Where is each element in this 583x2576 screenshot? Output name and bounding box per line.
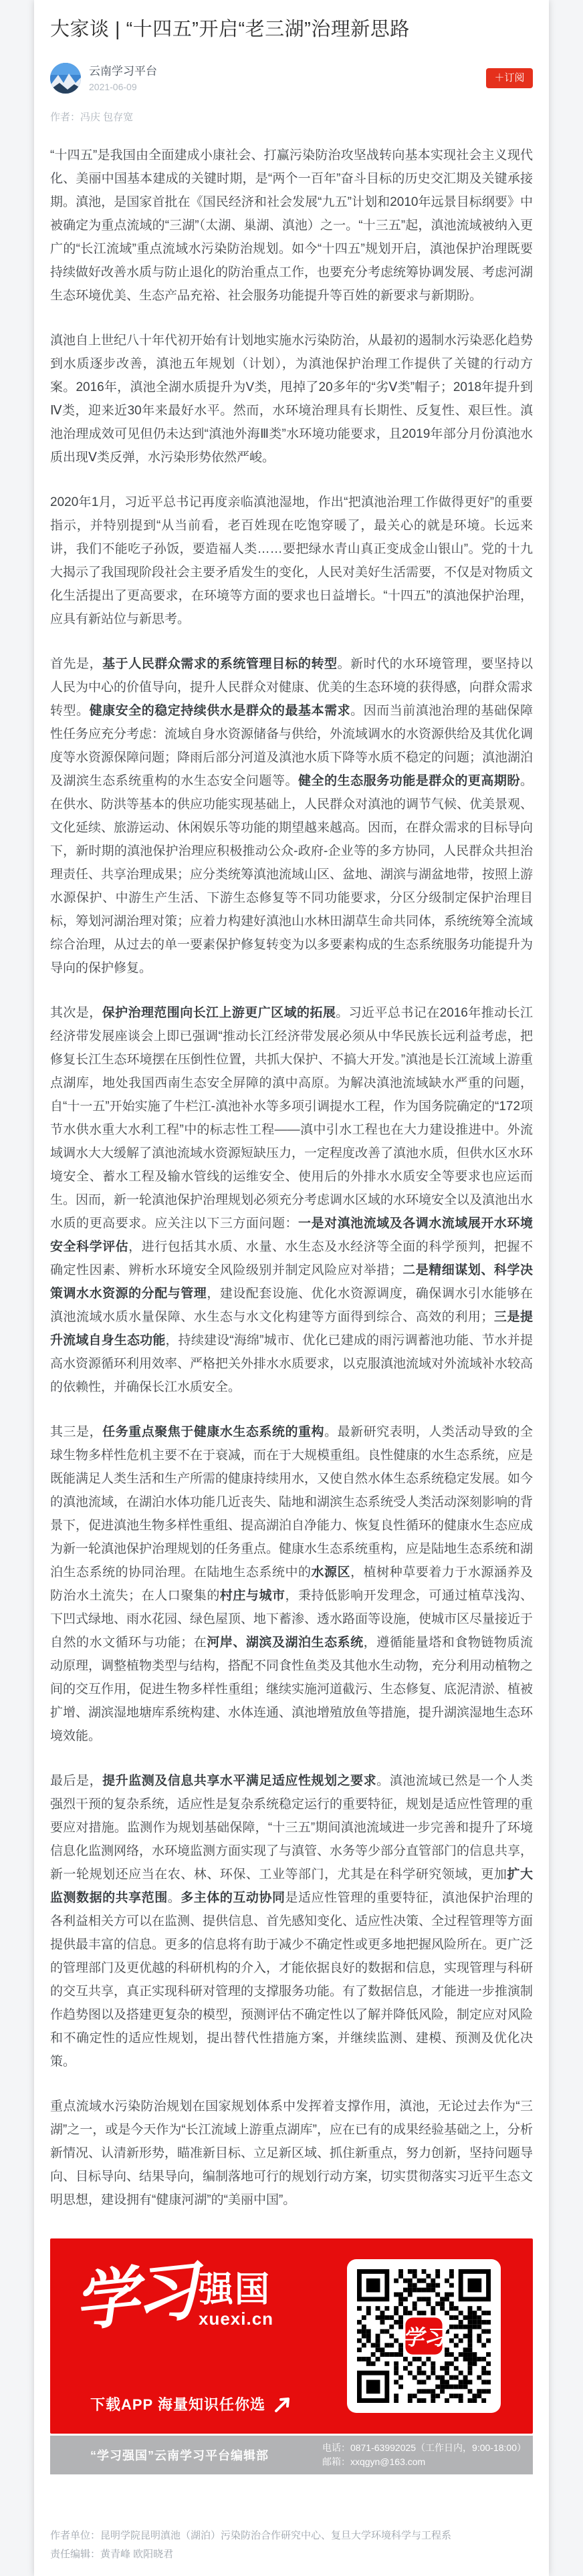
qr-code — [357, 2269, 491, 2403]
article-paragraph: 重点流域水污染防治规划在国家规划体系中发挥着支撑作用，滇池，无论过去作为“三湖”之一，或是今天作为“长江流域上游重点湖库”，应在已有的成果经验基础之上，分析新情况、认清新形势，瞄准新目标、立足新区域、抓住新重点，努力创新，坚持问题导向、目标导向、结果导向，编制落地可行的规划行动方案，切实贯彻落实习近平生态文明思想，建设拥有“健康河湖”的“美丽中国”。 — [50, 2099, 534, 2207]
publisher-meta — [89, 64, 157, 94]
article-paragraph: “十四五”是我国由全面建成小康社会、打赢污染防治攻坚战转向基本实现社会主义现代化、美丽中国基本建成的关键时期，是“两个一百年”奋斗目标的历史交汇期及关键承接期。滇池，是国家首批在《国民经济和社会发展“九五”计划和2010年远景目标纲要》中被确定为重点流域的“三湖”（太湖、巢湖、滇池）之一。“十三五”起，滇池流域被纳入更广的“长江流域”重点流域水污染防治规划。如今“十四五”规划开启，滇池保护治理既要持续做好改善水质与防止退化的防治重点工作，也要充分考虑统筹协调发展、考虑河湖生态环境优美、生态产品充裕、社会服务功能提升等百姓的新要求与新期盼。 — [50, 148, 534, 303]
xuexi-script-logo: 学习 — [70, 2255, 199, 2339]
article-paragraph: 首先是，基于人民群众需求的系统管理目标的转型。新时代的水环境管理，要坚持以人民为中心的价值导向，提升人民群众对健康、优美的生态环境的获得感，向群众需求转型。健康安全的稳定持续供水是群众的最基本需求。因而当前滇池治理的基础保障性任务应充分考虑：流域自身水资源储备与供给，外流域调水的水资源供给及其优化调度等水资源保障问题；降雨后部分河道及滇池水质下降等水质不稳定的问题；滇池湖泊及湖滨生态系统重构的水生态安全问题等。健全的生态服务功能是群众的更高期盼。在供水、防洪等基本的供应功能实现基础上，人民群众对滇池的调节气候、优美景观、文化延续、旅游运动、休闲娱乐等功能的期望越来越高。因而，在群众需求的目标导向下，新时期的滇池保护治理应积极推动公众-政府-企业等的多方协同，人民群众共担治理责任、共享治理成果；应分类统筹滇池流域山区、盆地、湖滨与湖盆地带，按照上游水源保护、中游生产生活、下游生态修复等不同功能要求，分区分级制定保护治理目标，筹划河湖治理对策；应着力构建好滇池山水林田湖草生命共同体，系统统筹全流域综合治理，从过去的单一要素保护修复转变为以多要素构成的生态系统服务功能提升为导向的保护修复。 — [50, 657, 534, 975]
publisher-avatar[interactable] — [50, 63, 81, 94]
mountain-avatar-image — [50, 63, 81, 94]
responsible-editors: 责任编辑：黄青峰 欧阳晓君 — [50, 2549, 174, 2560]
publisher-name[interactable]: 云南学习平台 — [89, 65, 157, 78]
author-affiliation: 作者单位：昆明学院昆明滇池（湖泊）污染防治合作研究中心、复旦大学环境科学与工程系 — [50, 2530, 452, 2541]
svg-text:学习: 学习 — [402, 2325, 445, 2350]
article-paragraph: 滇池自上世纪八十年代初开始有计划地实施水污染防治，从最初的遏制水污染恶化趋势到水质逐步改善，滇池五年规划（计划），为滇池保护治理工作提供了关键的行动方案。2016年，滇池全湖水质提升为V类，甩掉了20多年的“劣Ⅴ类”帽子；2018年提升到Ⅳ类，迎来近30年来最好水平。然而，水环境治理具有长期性、反复性、艰巨性。滇池治理成效可见但仍未达到“滇池外海Ⅲ类”水环境功能要求，且2019年部分月份滇池水质出现Ⅴ类反弹，水污染形势依然严峻。 — [50, 334, 534, 465]
xuexi-app-banner[interactable] — [50, 2238, 533, 2434]
article-paragraph: 最后是，提升监测及信息共享水平满足适应性规划之要求。滇池流域已然是一个人类强烈干预的复杂系统，适应性是复杂系统稳定运行的重要特征，规划是适应性管理的重要应对措施。监测作为规划基础保障，“十三五”期间滇池流域进一步完善和提升了环境信息化监测网络，水环境监测方面实现了与滇管、水务等少部分直管部门的信息共享，新一轮规划还应当在农、林、环保、工业等部门，尤其是在科学研究领域，更加扩大监测数据的共享范围。多主体的互动协同是适应性管理的重要特征，滇池保护治理的各利益相关方可以在监测、提供信息、首先感知变化、适应性决策、全过程管理等方面提供最丰富的信息。更多的信息将有助于减少不确定性或更多地把握风险所在。更广泛的管理部门及更优越的科研机构的介入，才能依据良好的数据和信息，实现管理与科研的交互共享，真正实现科研对管理的支撑服务功能。有了数据信息，才能进一步推演制作趋势图以及搭建更复杂的模型，预测评估不确定性以了解并降低风险，制定应对风险和不确定性的适应性规划，提出替代性措施方案，并继续监测、建模、预测及优化决策。 — [50, 1774, 534, 2069]
editorial-department: “学习强国”云南学习平台编辑部 — [90, 2449, 269, 2462]
publisher-row — [50, 63, 533, 95]
qiangguo-logo-text: 强国 — [199, 2271, 271, 2309]
author-line: 作者：冯庆 包存宽 — [50, 112, 134, 123]
download-app-tagline: 下载APP 海量知识任你选 — [90, 2392, 295, 2415]
qr-code-card — [347, 2259, 501, 2413]
cursor-arrow-icon — [272, 2392, 295, 2415]
xuexi-logo — [70, 2255, 315, 2339]
article-card — [34, 0, 549, 2576]
contact-phone: 电话：0871-63992025（工作日内，9:00-18:00） — [322, 2442, 526, 2453]
article-body — [50, 144, 533, 2212]
editorial-contact-bar — [50, 2436, 533, 2474]
contact-email: 邮箱：xxqgyn@163.com — [322, 2456, 426, 2467]
article-paragraph: 2020年1月，习近平总书记再度亲临滇池湿地，作出“把滇池治理工作做得更好”的重要指示，并特别提到“从当前看，老百姓现在吃饱穿暖了，最关心的就是环境。长远来讲，我们不能吃子孙饭，要造福人类……要把绿水青山真正变成金山银山”。党的十九大揭示了我国现阶段社会主要矛盾发生的变化，人民对美好生活需要，不仅是对物质文化生活提出了更高要求，在环境等方面的要求也日益增长。“十四五”的滇池保护治理，应具有新站位与新思考。 — [50, 495, 534, 626]
xuexi-domain: xuexi.cn — [199, 2309, 274, 2329]
article-paragraph: 其三是，任务重点聚焦于健康水生态系统的重构。最新研究表明，人类活动导致的全球生物多样性危机主要不在于衰减，而在于大规模重组。良性健康的水生态系统，应是既能满足人类生活和生产所需的健康持续用水，又使自然水体生态系统稳定发展。如今的滇池流域，在湖泊水体功能几近丧失、陆地和湖滨生态系统受人类活动深刻影响的背景下，促进滇池生物多样性重组、提高湖泊自净能力、恢复良性循环的健康水生态应成为新一轮滇池保护治理规划的任务重点。健康水生态系统重构，应是陆地生态系统和湖泊生态系统的协同治理。在陆地生态系统中的水源区，植树种草要着力于水源涵养及防治水土流失；在人口聚集的村庄与城市，秉持低影响开发理念，可通过植草浅沟、下凹式绿地、雨水花园、绿色屋顶、地下蓄渗、透水路面等设施，使城市区尽量接近于自然的水文循环与功能；在河岸、湖滨及湖泊生态系统，遵循能量塔和食物链物质流动原理，调整植物类型与结构，搭配不同食性鱼类及其他水生动物，充分利用动植物之间的交互作用，促进生物多样性重组；继续实施河道截污、生态修复、底泥清淤、植被扩增、湖滨湿地塘库系统构建、水体连通、滇池增殖放鱼等措施，提升湖滨湿地生态环境效能。 — [50, 1425, 534, 1743]
subscribe-button[interactable]: ＋订阅 — [486, 68, 533, 88]
publish-date: 2021-06-09 — [89, 82, 137, 92]
contact-info — [322, 2441, 526, 2469]
page-title: 大家谈 | “十四五”开启“老三湖”治理新思路 — [50, 19, 410, 40]
article-paragraph: 其次是，保护治理范围向长江上游更广区域的拓展。习近平总书记在2016年推动长江经济带发展座谈会上即已强调“推动长江经济带发展必须从中华民族长远利益考虑，把修复长江生态环境摆在压倒性位置，共抓大保护、不搞大开发。”滇池是长江流域上游重点湖库，地处我国西南生态安全屏障的滇中高原。为解决滇池流域缺水严重的问题，自“十一五”开始实施了牛栏江-滇池补水等多项引调提水工程，作为国务院确定的“172项节水供水重大水利工程”中的标志性工程——滇中引水工程也在大力建设推进中。外流域调水大大缓解了滇池流域水资源短缺压力，一定程度改善了滇池水质，但供水区水环境安全、蓄水工程及输水管线的运维安全、使用后的外排水水质安全等要求也应运而生。因而，新一轮滇池保护治理规划必须充分考虑调水区域的水环境安全以及滇池出水水质的更高要求。应关注以下三方面问题：一是对滇池流域及各调水流域展开水环境安全科学评估，进行包括其水质、水量、水生态及水经济等全面的科学预判，把握不确定性因素、辨析水环境安全风险级别并制定风险应对举措；二是精细谋划、科学决策调水水资源的分配与管理，建设配套设施、优化水资源调度，确保调水引水能够在滇池流域水质水量保障、水生态与水文化构建等方面得到综合、高效的利用；三是提升流域自身生态功能，持续建设“海绵”城市、优化已建成的雨污调蓄池功能、节水并提高水资源循环利用效率、严格把关外排水水质要求，以克服滇池流域对外流域补水较高的依赖性，并确保长江水质安全。 — [50, 1006, 534, 1394]
footer-notes — [50, 2527, 533, 2564]
